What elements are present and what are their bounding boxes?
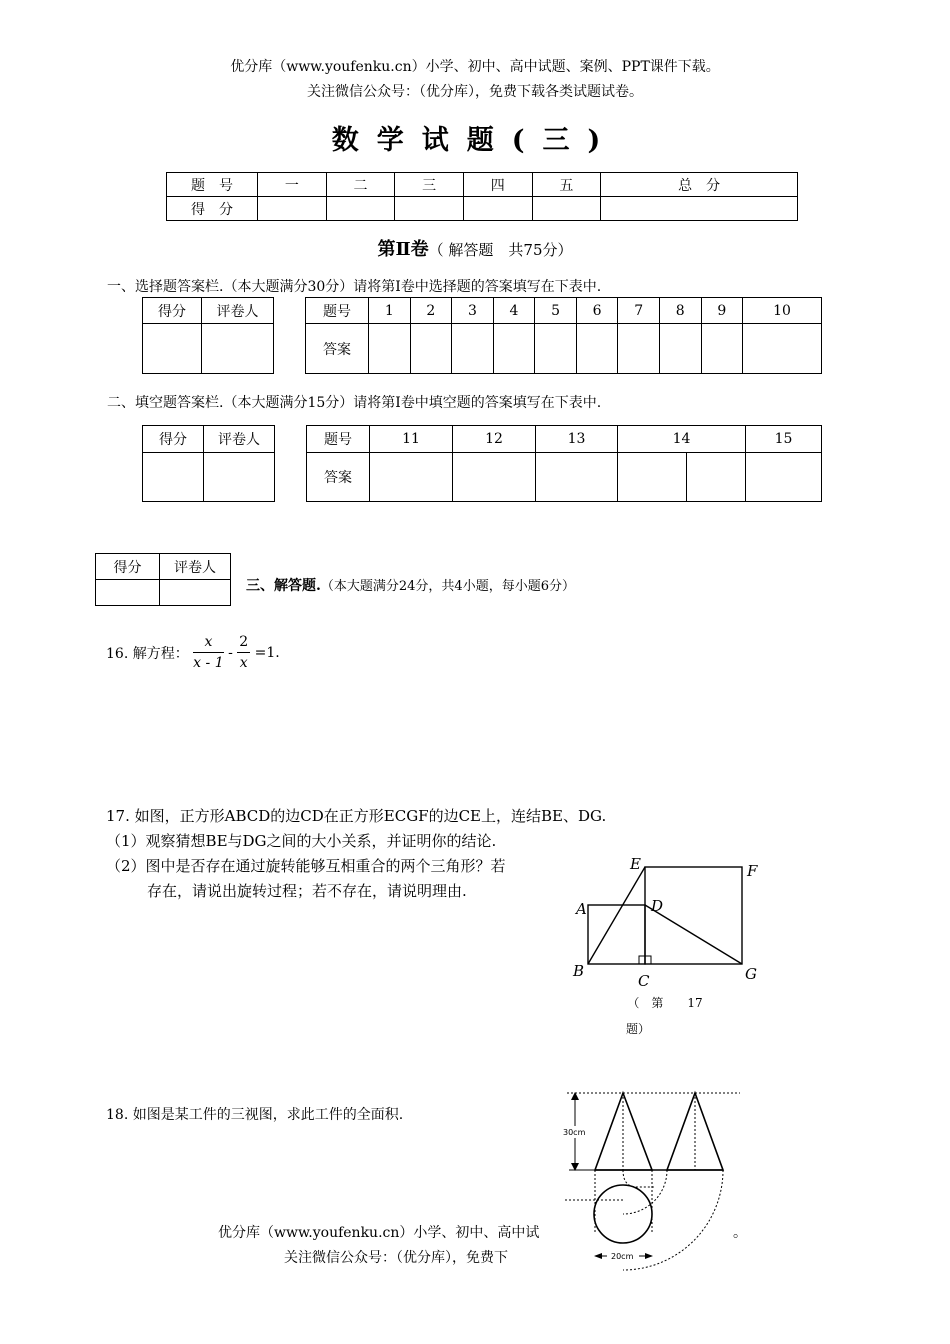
footer-line-2: 关注微信公众号：（优分库），免费下 (284, 1250, 508, 1266)
answer-blank[interactable] (453, 453, 536, 502)
question-number: 5 (535, 298, 577, 324)
header-line-2: 关注微信公众号：（优分库），免费下载各类试题试卷。 (307, 84, 643, 100)
q16-minus: - (228, 644, 233, 661)
square-ecgf (645, 867, 742, 964)
score-header-cell: 题 号 (167, 173, 258, 197)
answer-blank[interactable] (452, 324, 494, 374)
q17-caption (620, 990, 710, 1042)
score-blank[interactable] (326, 197, 395, 221)
answer-row-label: 答案 (306, 324, 369, 374)
answer-blank[interactable] (410, 324, 452, 374)
grader-score-blank[interactable] (143, 453, 204, 502)
question-number: 1 (369, 298, 411, 324)
grader-name-label: 评卷人 (160, 554, 231, 580)
q16-fraction-2 (237, 632, 250, 673)
label-b: B (573, 962, 585, 980)
section3-note: （本大题满分24分，共4小题，每小题6分） (320, 579, 575, 594)
q17-line-4: 存在，请说出旋转过程；若不存在，请说明理由. (147, 882, 467, 900)
question-number: 11 (370, 426, 453, 453)
score-header-cell: 一 (258, 173, 327, 197)
score-blank[interactable] (601, 197, 798, 221)
volume-note: （ 解答题 共75分） (428, 241, 573, 259)
q16-den2: x (239, 655, 248, 671)
section3-heading (246, 575, 575, 595)
q16-num2: 2 (237, 632, 250, 653)
q18-three-view-figure (555, 1082, 745, 1272)
section3-grader-table (95, 553, 231, 606)
q17-caption-line-1: （ 第 17 (627, 996, 703, 1010)
question-number: 2 (410, 298, 452, 324)
label-c: C (638, 972, 650, 990)
projection-arc (623, 1170, 655, 1187)
answer-blank[interactable] (618, 324, 660, 374)
grader-score-blank[interactable] (143, 324, 202, 374)
volume-title: 第Ⅱ卷 (377, 239, 429, 260)
score-blank[interactable] (463, 197, 532, 221)
question-number: 15 (746, 426, 822, 453)
q16-suffix: =1. (254, 644, 280, 661)
q17-line-2: （1）观察猜想BE与DG之间的大小关系，并证明你的结论. (106, 832, 497, 850)
grader-name-blank[interactable] (202, 324, 274, 374)
answer-row-label: 答案 (307, 453, 370, 502)
question-number: 10 (743, 298, 822, 324)
q17-line-1: 17. 如图，正方形ABCD的边CD在正方形ECGF的边CE上，连结BE、DG. (106, 807, 607, 825)
question-number: 13 (536, 426, 618, 453)
grader-name-label: 评卷人 (202, 298, 274, 324)
grader-name-label: 评卷人 (204, 426, 275, 453)
score-table (166, 172, 798, 221)
score-row-label: 得 分 (167, 197, 258, 221)
answer-row-label: 题号 (306, 298, 369, 324)
score-header-cell: 四 (463, 173, 532, 197)
score-header-cell: 二 (326, 173, 395, 197)
projection-arc-inner (623, 1170, 667, 1214)
question-number: 14 (618, 426, 746, 453)
score-header-cell: 五 (532, 173, 601, 197)
segment-be (588, 867, 645, 964)
section2-instruction: 二、填空题答案栏.（本大题满分15分）请将第Ⅰ卷中填空题的答案填写在下表中. (107, 395, 602, 411)
page-title: 数学试题(三) (331, 125, 619, 156)
label-f: F (747, 862, 758, 880)
answer-blank[interactable] (687, 453, 746, 502)
answer-blank[interactable] (618, 453, 687, 502)
q16-prefix: 16. 解方程： (106, 645, 189, 662)
label-g: G (745, 965, 757, 983)
question-number: 9 (701, 298, 743, 324)
score-blank[interactable] (395, 197, 464, 221)
grader-score-label: 得分 (96, 554, 160, 580)
footer-line-1: 优分库（www.youfenku.cn）小学、初中、高中试 (218, 1225, 540, 1241)
answer-blank[interactable] (659, 324, 701, 374)
grader-name-blank[interactable] (160, 580, 231, 606)
grader-score-label: 得分 (143, 426, 204, 453)
q17-line-3: （2）图中是否存在通过旋转能够互相重合的两个三角形？若 (106, 857, 506, 875)
section1-grader-table (142, 297, 274, 374)
volume-heading (0, 235, 950, 261)
answer-blank[interactable] (743, 324, 822, 374)
question-number: 8 (659, 298, 701, 324)
answer-row-label: 题号 (307, 426, 370, 453)
answer-blank[interactable] (370, 453, 453, 502)
q16-num1: x (193, 632, 223, 653)
label-e: E (630, 855, 641, 873)
height-dimension-label: 30cm (563, 1128, 586, 1137)
header-line-1: 优分库（www.youfenku.cn）小学、初中、高中试题、案例、PPT课件下载。 (230, 59, 720, 75)
q17-caption-line-2: 题） (626, 1022, 651, 1036)
question-18: 18. 如图是某工件的三视图，求此工件的全面积. (106, 1107, 404, 1123)
width-dimension-label: 20cm (611, 1252, 634, 1261)
section1-answer-table (305, 297, 822, 374)
arrow-right (645, 1253, 653, 1259)
question-number: 6 (576, 298, 618, 324)
q17-figure (560, 850, 770, 990)
question-number: 4 (493, 298, 535, 324)
score-blank[interactable] (258, 197, 327, 221)
question-number: 7 (618, 298, 660, 324)
grader-name-blank[interactable] (204, 453, 275, 502)
answer-blank[interactable] (701, 324, 743, 374)
q16-den1: x - 1 (193, 655, 224, 671)
score-header-cell: 三 (395, 173, 464, 197)
score-header-cell: 总 分 (601, 173, 798, 197)
section1-instruction: 一、选择题答案栏.（本大题满分30分）请将第Ⅰ卷中选择题的答案填写在下表中. (107, 279, 602, 295)
question-16 (106, 632, 280, 673)
answer-blank[interactable] (536, 453, 618, 502)
arrow-left (594, 1253, 602, 1259)
footer-line-1-end: 。 (733, 1225, 747, 1241)
grader-score-blank[interactable] (96, 580, 160, 606)
section2-answer-table (306, 425, 822, 502)
square-abcd (588, 905, 645, 964)
answer-blank[interactable] (535, 324, 577, 374)
question-number: 12 (453, 426, 536, 453)
grader-score-label: 得分 (143, 298, 202, 324)
section2-grader-table (142, 425, 275, 502)
answer-blank[interactable] (746, 453, 822, 502)
label-a: A (576, 900, 587, 918)
answer-blank[interactable] (493, 324, 535, 374)
section3-title: 三、解答题. (246, 578, 321, 594)
answer-blank[interactable] (576, 324, 618, 374)
q16-fraction-1 (193, 632, 223, 673)
label-d: D (651, 897, 664, 915)
answer-blank[interactable] (369, 324, 411, 374)
question-number: 3 (452, 298, 494, 324)
score-blank[interactable] (532, 197, 601, 221)
